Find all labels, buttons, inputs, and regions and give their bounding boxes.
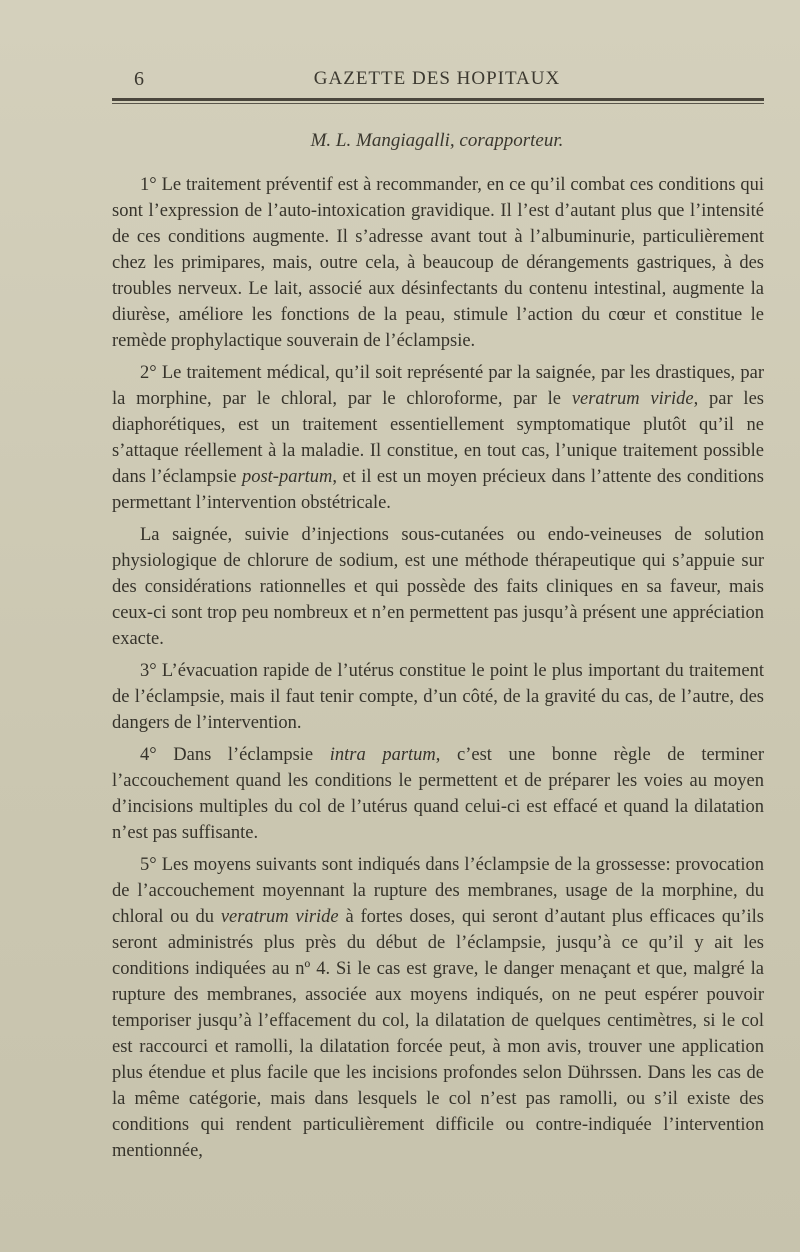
italic-term: intra partum [329,745,436,765]
page-number: 6 [134,68,144,90]
header-rule-thick [112,98,764,101]
text-run: à fortes doses, qui seront d’autant plus efficaces qu’ils seront administrés plus près du début de l’éclampsie, jusqu’à ce qu’il y ait les conditions indiquées au nº 4. Si le cas est grave, le danger menaçant et que, malgré la rupture des membranes, associée aux moyens indiqués, on ne peut espérer pouvoir temporiser jusqu’à l’effacement du col, la dilatation de quelques centimètres, si le col est raccourci et ramolli, la dilatation forcée peut, à mon avis, trouver une application plus étendue et plus facile que les incisions profondes selon Dührssen. Dans les cas de la même catégorie, mais dans lesquels le col n’est pas ramolli, ou s’il existe des conditions qui rendent particulièrement difficile ou contre-indiquée l’intervention mentionnée, [112,907,764,1161]
text-run: , c’est une bonne règle de terminer l’accouchement quand les conditions le permettent et de préparer les voies au moyen d’incisions multiples du col de l’utérus quand celui-ci est effacé et quand la dilatation n’est pas suffisante. [112,745,764,843]
text-run: La saignée, suivie d’injections sous-cutanées ou endo-veineuses de solution physiologique de chlorure de sodium, est une méthode thérapeutique qui s’appuie sur des considérations rationnelles et qui possède des faits cliniques en sa faveur, mais ceux-ci sont trop peu nombreux et n’en permettent pas jusqu’à présent une appréciation exacte. [112,525,764,649]
paragraph-1 [112,172,764,354]
text-run: 5° Les moyens suivants sont indiqués dans l’éclampsie de la grossesse: provocation de l’accouchement moyennant la rupture des membranes, usage de la morphine, du chloral ou du [112,855,764,927]
author-byline: M. L. Mangiagalli, corapporteur. [310,130,564,151]
paragraph-4 [112,658,764,736]
italic-term: post-partum [241,467,333,487]
header-rule-thin [112,103,764,104]
paragraph-2 [112,360,764,516]
text-run: 2° Le traitement médical, qu’il soit représenté par la saignée, par les drastiques, par la morphine, par le chloral, par le chloroforme, par le [112,363,764,409]
italic-term: veratrum viride [571,389,694,409]
article-body [112,172,764,1170]
journal-title: GAZETTE DES HOPITAUX [313,68,561,89]
paragraph-6 [112,852,764,1164]
text-run: 4° Dans l’éclampsie [140,745,330,765]
page-header [112,62,762,92]
text-run: , par les diaphorétiques, est un traitement essentiellement symptomatique plutôt qu’il ne s’attaque réellement à la maladie. Il constitue, en tout cas, l’unique traitement possible dans l’éclampsie [112,389,764,487]
paragraph-3 [112,522,764,652]
paragraph-5 [112,742,764,846]
text-run: 1° Le traitement préventif est à recommander, en ce qu’il combat ces conditions qui sont l’expression de l’auto-intoxication gravidique. Il l’est d’autant plus que l’intensité de ces conditions augmente. Il s’adresse avant tout à l’albuminurie, particulièrement chez les primipares, mais, outre cela, à beaucoup de dérangements gastriques, à des troubles nerveux. Le lait, associé aux désinfectants du contenu intestinal, augmente la diurèse, améliore les fonctions de la peau, stimule l’action du cœur et constitue le remède prophylactique souverain de l’éclampsie. [112,175,764,351]
text-run: , et il est un moyen précieux dans l’attente des conditions permettant l’intervention obstétricale. [112,467,764,513]
text-run: 3° L’évacuation rapide de l’utérus constitue le point le plus important du traitement de l’éclampsie, mais il faut tenir compte, d’un côté, de la gravité du cas, de l’autre, des dangers de l’intervention. [112,661,764,733]
italic-term: veratrum viride [220,907,339,927]
